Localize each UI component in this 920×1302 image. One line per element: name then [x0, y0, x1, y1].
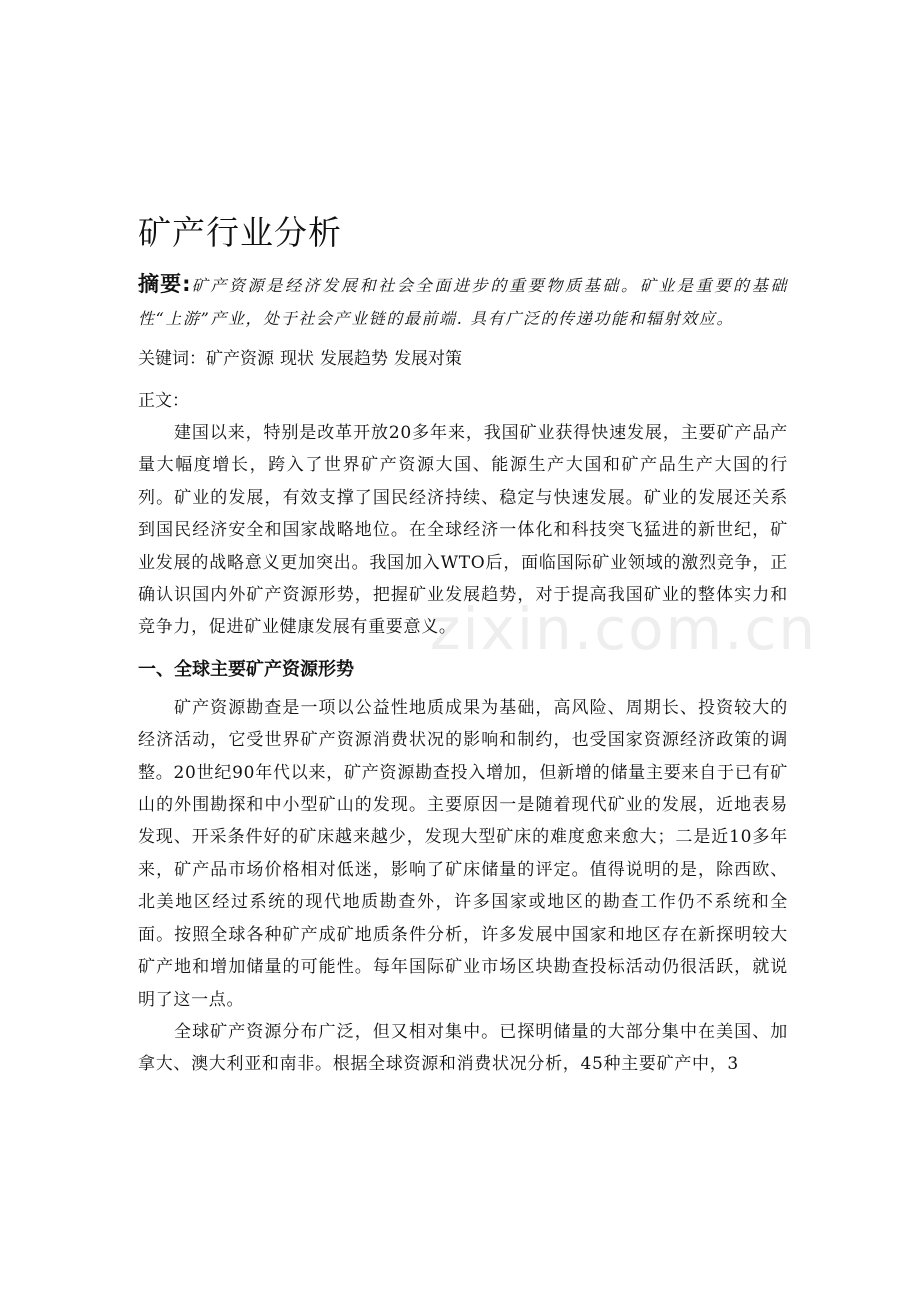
- body-label: 正文：: [138, 391, 189, 411]
- document-title: 矿产行业分析: [138, 213, 342, 252]
- abstract-label: 摘要:: [138, 272, 191, 296]
- keywords-line: [138, 343, 788, 375]
- abstract: [138, 268, 788, 335]
- document-content: [138, 210, 788, 1081]
- keywords-label: 关键词：: [138, 349, 206, 369]
- intro-paragraph: 建国以来，特别是改革开放20多年来，我国矿业获得快速发展，主要矿产品产量大幅度增长，跨入了世界矿产资源大国、能源生产大国和矿产品生产大国的行列。矿业的发展，有效支撑了国民经济持续、稳定与快速发展。矿业的发展还关系到国民经济安全和国家战略地位。在全球经济一体化和科技突飞猛进的新世纪，矿业发展的战略意义更加突出。我国加入WTO后，面临国际矿业领域的激烈竞争，正确认识国内外矿产资源形势，把握矿业发展趋势，对于提高我国矿业的整体实力和竞争力，促进矿业健康发展有重要意义。: [138, 423, 788, 638]
- body-paragraph: 全球矿产资源分布广泛，但又相对集中。已探明储量的大部分集中在美国、加拿大、澳大利亚和南非。根据全球资源和消费状况分析，45种主要矿产中，3: [138, 1021, 788, 1075]
- section-heading: 一、全球主要矿产资源形势: [138, 658, 354, 680]
- watermark: zixin.com.cn: [430, 595, 818, 663]
- keyword-item: 发展趋势: [320, 349, 388, 369]
- abstract-text: 矿产资源是经济发展和社会全面进步的重要物质基础。矿业是重要的基础性“上游”产业，处于社会产业链的最前端. 具有广泛的传递功能和辐射效应。: [138, 276, 788, 328]
- keyword-item: 矿产资源: [206, 349, 274, 369]
- body-paragraph: 矿产资源勘查是一项以公益性地质成果为基础，高风险、周期长、投资较大的经济活动，它受世界矿产资源消费状况的影响和制约，也受国家资源经济政策的调整。20世纪90年代以来，矿产资源勘查投入增加，但新增的储量主要来自于已有矿山的外围勘探和中小型矿山的发现。主要原因一是随着现代矿业的发展，近地表易发现、开采条件好的矿床越来越少，发现大型矿床的难度愈来愈大；二是近10多年来，矿产品市场价格相对低迷，影响了矿床储量的评定。值得说明的是，除西欧、北美地区经过系统的现代地质勘查外，许多国家或地区的勘查工作仍不系统和全面。按照全球各种矿产成矿地质条件分析，许多发展中国家和地区存在新探明较大矿产地和增加储量的可能性。每年国际矿业市场区块勘查投标活动仍很活跃，就说明了这一点。: [138, 697, 788, 1010]
- keyword-item: 发展对策: [394, 349, 462, 369]
- keyword-item: 现状: [280, 349, 314, 369]
